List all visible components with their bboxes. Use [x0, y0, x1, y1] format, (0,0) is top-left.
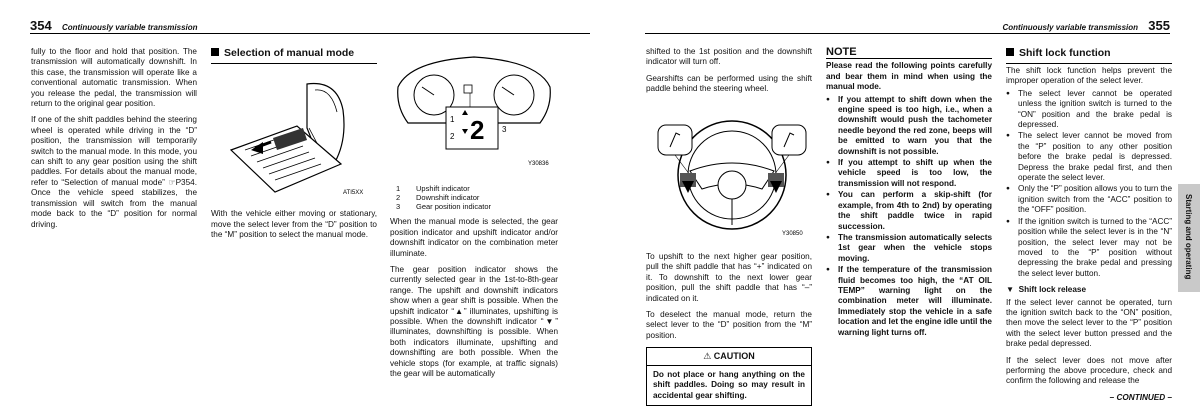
- callout-1: 1: [450, 115, 455, 124]
- left-running-title: Continuously variable transmission: [61, 23, 198, 32]
- subheading-shift-lock-release: ▼ Shift lock release: [1006, 285, 1087, 295]
- list-item: ● You can perform a skip-shift (for example, from 4th to 2nd) by operating the shift paddle twice in rapid succession.: [826, 190, 992, 232]
- right-page-header: [645, 18, 1170, 32]
- square-bullet-icon: [211, 48, 219, 56]
- legend-item: 1 Upshift indicator: [396, 184, 470, 194]
- left-header-rule: [30, 33, 590, 34]
- side-tab-label: Starting and operating: [1184, 194, 1193, 280]
- list-item: ● If the temperature of the transmission fluid becomes too high, the “AT OIL TEMP” warning light on the combination meter will illuminate. Immediately stop the vehicle in a safe location and let the engine idle until the warning light turns off.: [826, 265, 992, 338]
- paragraph: If the select lever does not move after performing the above procedure, check and confirm the following and release the: [1006, 355, 1172, 386]
- left-col2: [211, 47, 377, 247]
- caution-title: CAUTION: [713, 351, 755, 362]
- continued-marker: – CONTINUED –: [1109, 392, 1172, 402]
- paragraph: shifted to the 1st position and the downshift indicator will turn off.: [646, 47, 812, 67]
- right-col2: [826, 47, 992, 339]
- caution-header: [647, 348, 811, 365]
- shift-lock-list: [1006, 89, 1172, 279]
- right-header-rule: [645, 33, 1170, 34]
- figure-code: Y30836: [528, 161, 549, 167]
- list-item: ● The select lever cannot be moved from the “P” position to any other position before the brake pedal is depressed. Depress the brake pedal first, and then operate the select lever.: [1006, 131, 1172, 183]
- paragraph: To deselect the manual mode, return the select lever to the “D” position from the “M” position.: [646, 310, 812, 340]
- section-title-shift-lock: Shift lock function: [1006, 47, 1172, 60]
- legend-item: 2 Downshift indicator: [396, 193, 480, 203]
- paragraph: If one of the shift paddles behind the steering wheel is operated while driving in the “D” position, the transmission will temporarily switch to the manual mode. In this mode, you can shift to any gear position using the shift paddles. For details about the manual mode, refer to “Selection of manual mode” ☞P354. Once the vehicle speed stabilizes, the transmission will switch from the manual mode back to the “D” position for normal driving.: [31, 115, 197, 229]
- list-item: ● If you attempt to shift up when the vehicle speed is too low, the transmission will not respond.: [826, 158, 992, 189]
- warning-triangle-icon: ⚠: [703, 351, 712, 362]
- right-page-number: 355: [1148, 18, 1170, 33]
- side-tab: [1178, 184, 1200, 292]
- note-list: [826, 95, 992, 338]
- left-col1: [31, 47, 197, 236]
- select-lever-illustration: [211, 68, 377, 200]
- callout-2: 2: [450, 132, 455, 141]
- combination-meter-illustration: [390, 47, 558, 175]
- left-col3: [390, 47, 558, 386]
- right-running-title: Continuously variable transmission: [1002, 23, 1139, 32]
- shift-paddle-illustration: [646, 101, 812, 243]
- left-page-number: 354: [30, 18, 52, 33]
- right-col1: [646, 47, 812, 406]
- right-col3: [1006, 47, 1172, 403]
- paragraph: To upshift to the next higher gear position, pull the shift paddle that has “+” indicated on it. To downshift to the next lower gear position, pull the shift paddle that has “–” indicated on it.: [646, 252, 812, 303]
- caution-box: [646, 347, 812, 406]
- square-bullet-icon: [1006, 48, 1014, 56]
- callout-3: 3: [502, 125, 507, 134]
- figure-legend: [396, 184, 558, 211]
- left-page-header: [30, 18, 590, 32]
- gear-position-digit: 2: [470, 115, 485, 145]
- paragraph: Gearshifts can be performed using the shift paddle behind the steering wheel.: [646, 73, 812, 94]
- triangle-bullet-icon: ▼: [1006, 285, 1015, 295]
- note-title: NOTE: [826, 46, 857, 58]
- section-title-manual-mode: Selection of manual mode: [211, 47, 377, 60]
- paragraph: With the vehicle either moving or stationary, move the select lever from the “D” position to the “M” position to select the manual mode.: [211, 209, 377, 240]
- list-item: ● Only the “P” position allows you to turn the ignition switch from the “ACC” position to the “OFF” position.: [1006, 184, 1172, 215]
- figure-code: ATI5XX: [343, 190, 364, 196]
- paragraph: If the select lever cannot be operated, turn the ignition switch back to the “ON” position, then move the select lever to the “P” position with the select lever button pressed and the brake pedal depressed.: [1006, 297, 1172, 349]
- list-item: ● The select lever cannot be operated unless the ignition switch is turned to the “ON” position and the brake pedal is depressed.: [1006, 89, 1172, 131]
- list-item: ● The transmission automatically selects 1st gear when the vehicle stops moving.: [826, 233, 992, 264]
- legend-item: 3 Gear position indicator: [396, 202, 492, 212]
- list-item: ● If the ignition switch is turned to the “ACC” position while the select lever is in the “N” position, the select lever may not be moved to the “P” position without depressing the brake pedal and pressing the select lever button.: [1006, 217, 1172, 279]
- paragraph: The gear position indicator shows the currently selected gear in the 1st-to-8th-gear range. The upshift and downshift indicators show when a gear shift is possible. When the upshift indicator “▲” illuminates, upshifting is possible. When the downshift indicator “▼” illuminates, downshifting is possible. When both indicators illuminate, upshifting and downshifting are both possible. When the vehicle stops (for example, at traffic signals) the gear will be automatically: [390, 265, 558, 379]
- paragraph: The shift lock function helps prevent the improper operation of the select lever.: [1006, 66, 1172, 86]
- list-item: ● If you attempt to shift down when the engine speed is too high, i.e., when a downshift would push the tachometer needle beyond the red zone, beeps will be emitted to warn you that the downshift is not possible.: [826, 95, 992, 157]
- paragraph: fully to the floor and hold that position. The transmission will automatically downshift. In this case, the transmission will operate like a conventional automatic transmission. When you release the pedal, the transmission will return to the original gear position.: [31, 47, 197, 109]
- caution-text: Do not place or hang anything on the shift paddles. Doing so may result in accidental gear shifting.: [653, 369, 805, 400]
- paragraph: When the manual mode is selected, the gear position indicator and upshift indicator and/or downshift indicator on the combination meter illuminate.: [390, 217, 558, 258]
- note-intro: Please read the following points carefully and bear them in mind when using the manual mode.: [826, 61, 992, 92]
- figure-code: Y30850: [782, 230, 803, 237]
